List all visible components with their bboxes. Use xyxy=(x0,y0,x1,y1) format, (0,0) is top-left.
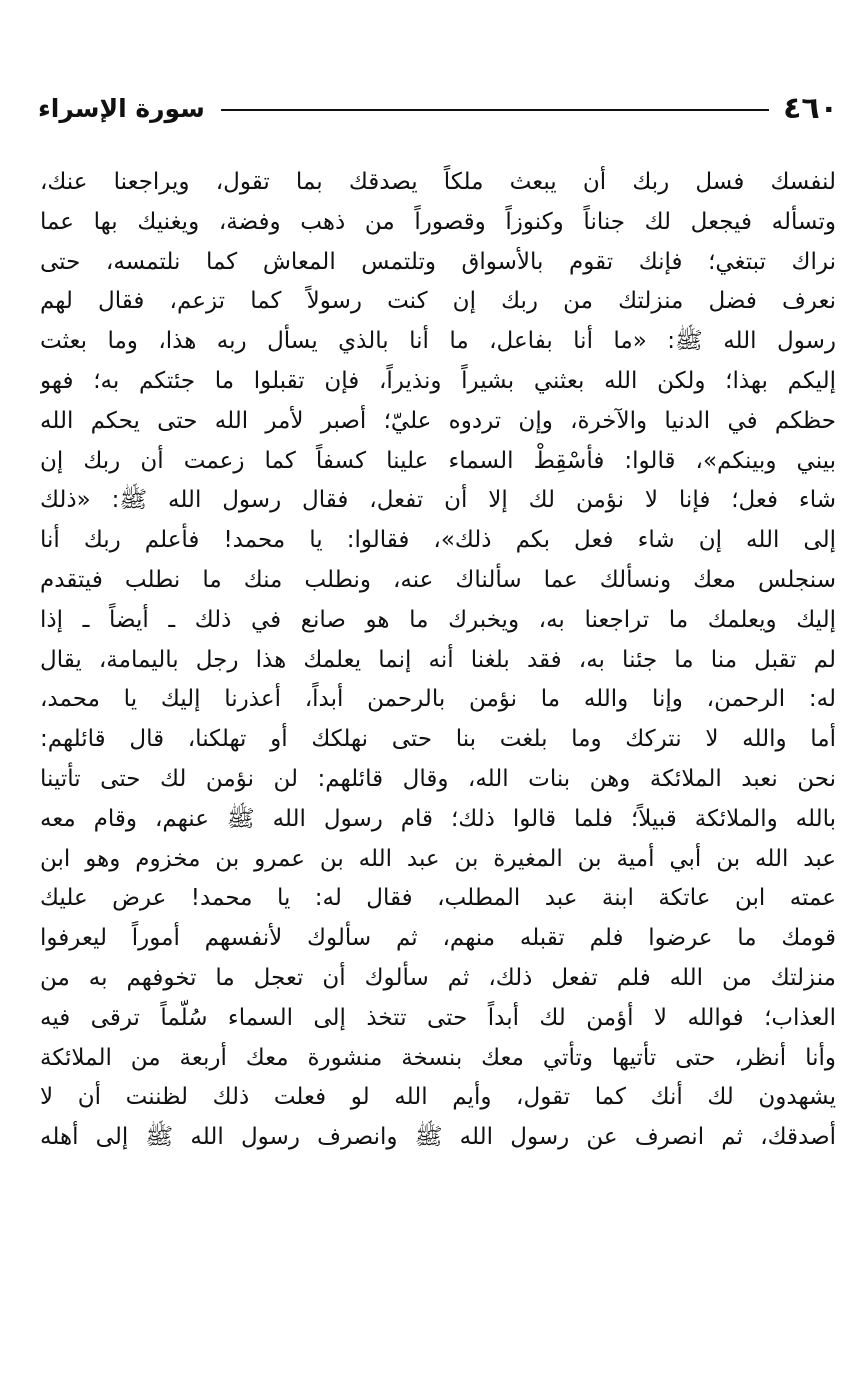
text-line: بيني وبينكم»، قالوا: فأسْقِطْ السماء علينا كسفاً كما زعمت أن ربك إن xyxy=(40,447,836,474)
page-number: ٤٦٠ xyxy=(783,90,838,126)
text-line: بالله والملائكة قبيلاً؛ فلما قالوا ذلك؛ قام رسول الله ﷺ عنهم، وقام معه xyxy=(40,805,836,832)
text-line: إليكم بهذا؛ ولكن الله بعثني بشيراً ونذيراً، فإن تقبلوا ما جئتكم به؛ فهو xyxy=(40,367,836,394)
text-line: عمته ابن عاتكة ابنة عبد المطلب، فقال له: يا محمد! عرض عليك xyxy=(40,885,836,912)
text-line: منزلتك من الله فلم تفعل ذلك، ثم سألوك أن تعجل ما تخوفهم به من xyxy=(40,964,836,991)
text-line: وتسأله فيجعل لك جناناً وكنوزاً وقصوراً من ذهب وفضة، ويغنيك بها عما xyxy=(40,208,836,235)
header-rule xyxy=(221,109,769,111)
text-line: وأنا أنظر، حتى تأتيها وتأتي معك بنسخة منشورة معك أربعة من الملائكة xyxy=(40,1044,836,1071)
text-line: لم تقبل منا ما جئنا به، فقد بلغنا أنه إنما يعلمك هذا رجل باليمامة، يقال xyxy=(40,646,836,673)
text-line: إليك ويعلمك ما تراجعنا به، ويخبرك ما هو صانع في ذلك ـ أيضاً ـ إذا xyxy=(40,606,836,633)
text-line: إلى الله إن شاء فعل بكم ذلك»، فقالوا: يا محمد! فأعلم ربك أنا xyxy=(40,527,836,554)
text-line: رسول الله ﷺ: «ما أنا بفاعل، ما أنا بالذي يسأل ربه هذا، وما بعثت xyxy=(40,328,836,355)
text-line: شاء فعل؛ فإنا لا نؤمن لك إلا أن تفعل، فقال رسول الله ﷺ: «ذلك xyxy=(40,487,836,514)
surah-title: سورة الإسراء xyxy=(38,93,205,123)
text-line: نحن نعبد الملائكة وهن بنات الله، وقال قائلهم: لن نؤمن لك حتى تأتينا xyxy=(40,765,836,792)
text-line: قومك ما عرضوا فلم تقبله منهم، ثم سألوك لأنفسهم أموراً ليعرفوا xyxy=(40,925,836,952)
text-line: أما والله لا نتركك وما بلغت بنا حتى نهلكك أو تهلكنا، قال قائلهم: xyxy=(40,726,836,753)
text-line: له: الرحمن، وإنا والله ما نؤمن بالرحمن أبداً، أعذرنا إليك يا محمد، xyxy=(40,686,836,713)
text-line: سنجلس معك ونسألك عما سألناك عنه، ونطلب منك ما نطلب فيتقدم xyxy=(40,566,836,593)
text-line: لنفسك فسل ربك أن يبعث ملكاً يصدقك بما تقول، ويراجعنا عنك، xyxy=(40,169,836,195)
text-line: نعرف فضل منزلتك من ربك إن كنت رسولاً كما تزعم، فقال لهم xyxy=(40,288,836,315)
body-text xyxy=(40,163,836,1158)
text-line: عبد الله بن أبي أمية بن المغيرة بن عبد الله بن عمرو بن مخزوم وهو ابن xyxy=(40,845,836,872)
text-line: يشهدون لك أنك كما تقول، وأيم الله لو فعلت ذلك لظننت أن لا xyxy=(40,1084,836,1111)
page-header xyxy=(38,88,838,128)
text-line: حظكم في الدنيا والآخرة، وإن تردوه عليّ؛ أصبر لأمر الله حتى يحكم الله xyxy=(40,407,836,434)
text-line: العذاب؛ فوالله لا أؤمن لك أبداً حتى تتخذ إلى السماء سُلّماً ترقى فيه xyxy=(40,1004,836,1031)
text-line: نراك تبتغي؛ فإنك تقوم بالأسواق وتلتمس المعاش كما نلتمسه، حتى xyxy=(40,248,836,275)
text-line: أصدقك، ثم انصرف عن رسول الله ﷺ وانصرف رسول الله ﷺ إلى أهله xyxy=(40,1124,836,1151)
